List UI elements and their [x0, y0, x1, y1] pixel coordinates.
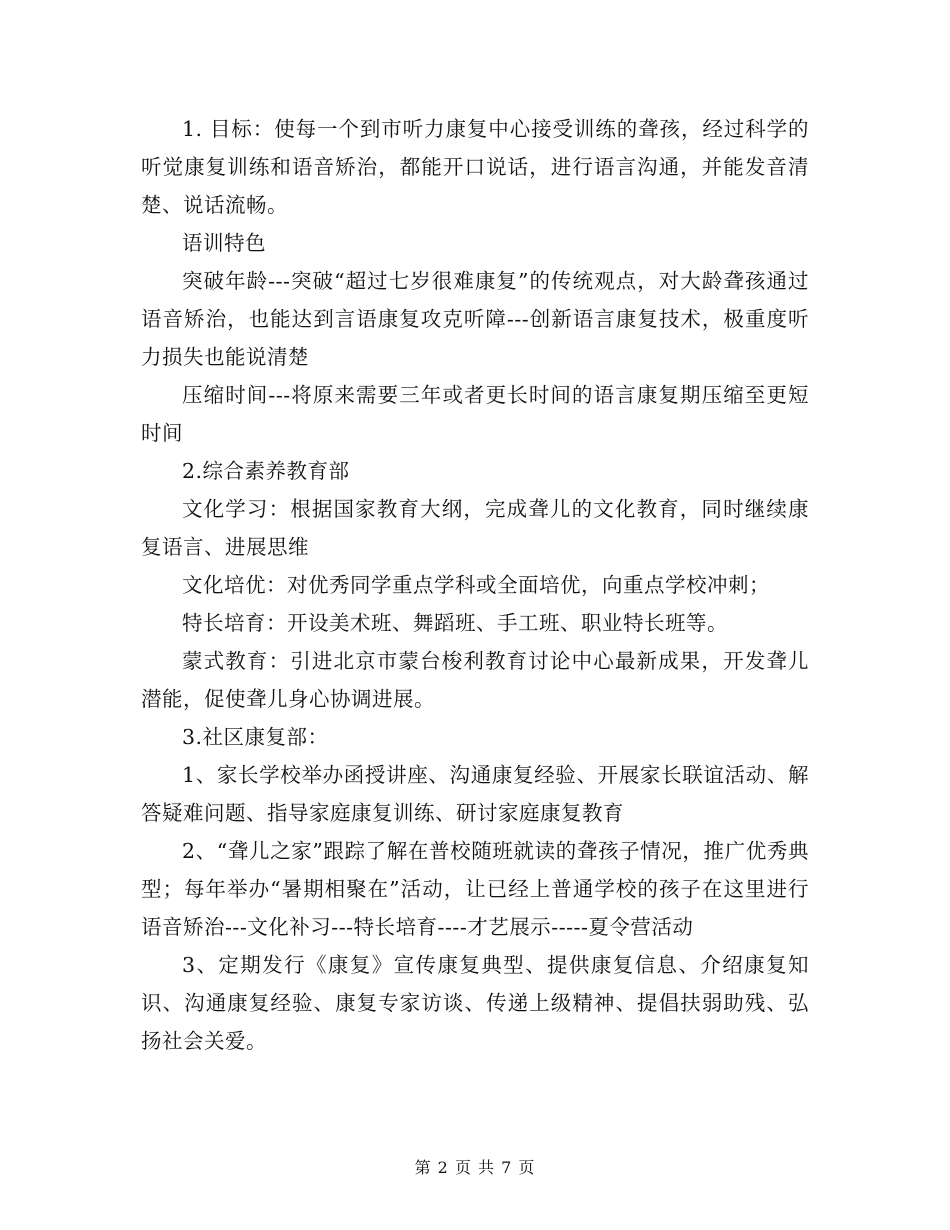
paragraph-compress-time: 压缩时间---将原来需要三年或者更长时间的语言康复期压缩至更短时间 [141, 383, 809, 445]
paragraph-break-age-limit: 突破年龄---突破“超过七岁很难康复”的传统观点，对大龄聋孩通过语音矫治，也能达到言语康复攻克听障---创新语言康复技术，极重度听力损失也能说清楚 [141, 269, 809, 369]
page-number-label: 第 2 页 共 7 页 [414, 1158, 536, 1177]
paragraph-publication: 3、定期发行《康复》宣传康复典型、提供康复信息、介绍康复知识、沟通康复经验、康复专家访谈、传递上级精神、提倡扶弱助残、弘扬社会关爱。 [141, 953, 809, 1053]
paragraph-montessori: 蒙式教育：引进北京市蒙台梭利教育讨论中心最新成果，开发聋儿潜能，促使聋儿身心协调进展。 [141, 649, 809, 711]
paragraph-parent-school: 1、家长学校举办函授讲座、沟通康复经验、开展家长联谊活动、解答疑难问题、指导家庭康复训练、研讨家庭康复教育 [141, 763, 809, 825]
paragraph-cultural-excellence: 文化培优：对优秀同学重点学科或全面培优，向重点学校冲刺； [182, 573, 770, 597]
paragraph-goal: 1. 目标：使每一个到市听力康复中心接受训练的聋孩，经过科学的听觉康复训练和语音矫治，都能开口说话，进行语言沟通，并能发音清楚、说话流畅。 [141, 117, 809, 217]
page-number-footer [0, 1155, 950, 1178]
paragraph-cultural-learning: 文化学习：根据国家教育大纲，完成聋儿的文化教育，同时继续康复语言、进展思维 [141, 497, 809, 559]
paragraph-speech-training-features: 语训特色 [182, 231, 266, 255]
paragraph-section-2-heading: 2.综合素养教育部 [182, 459, 350, 483]
paragraph-section-3-heading: 3.社区康复部： [182, 725, 329, 749]
paragraph-deaf-children-home: 2、“聋儿之家”跟踪了解在普校随班就读的聋孩子情况，推广优秀典型；每年举办“暑期相聚在”活动，让已经上普通学校的孩子在这里进行语音矫治---文化补习---特长培育----才艺展示-----夏令营活动 [141, 839, 809, 939]
document-body [141, 110, 809, 1060]
paragraph-special-talent: 特长培育：开设美术班、舞蹈班、手工班、职业特长班等。 [182, 611, 728, 635]
